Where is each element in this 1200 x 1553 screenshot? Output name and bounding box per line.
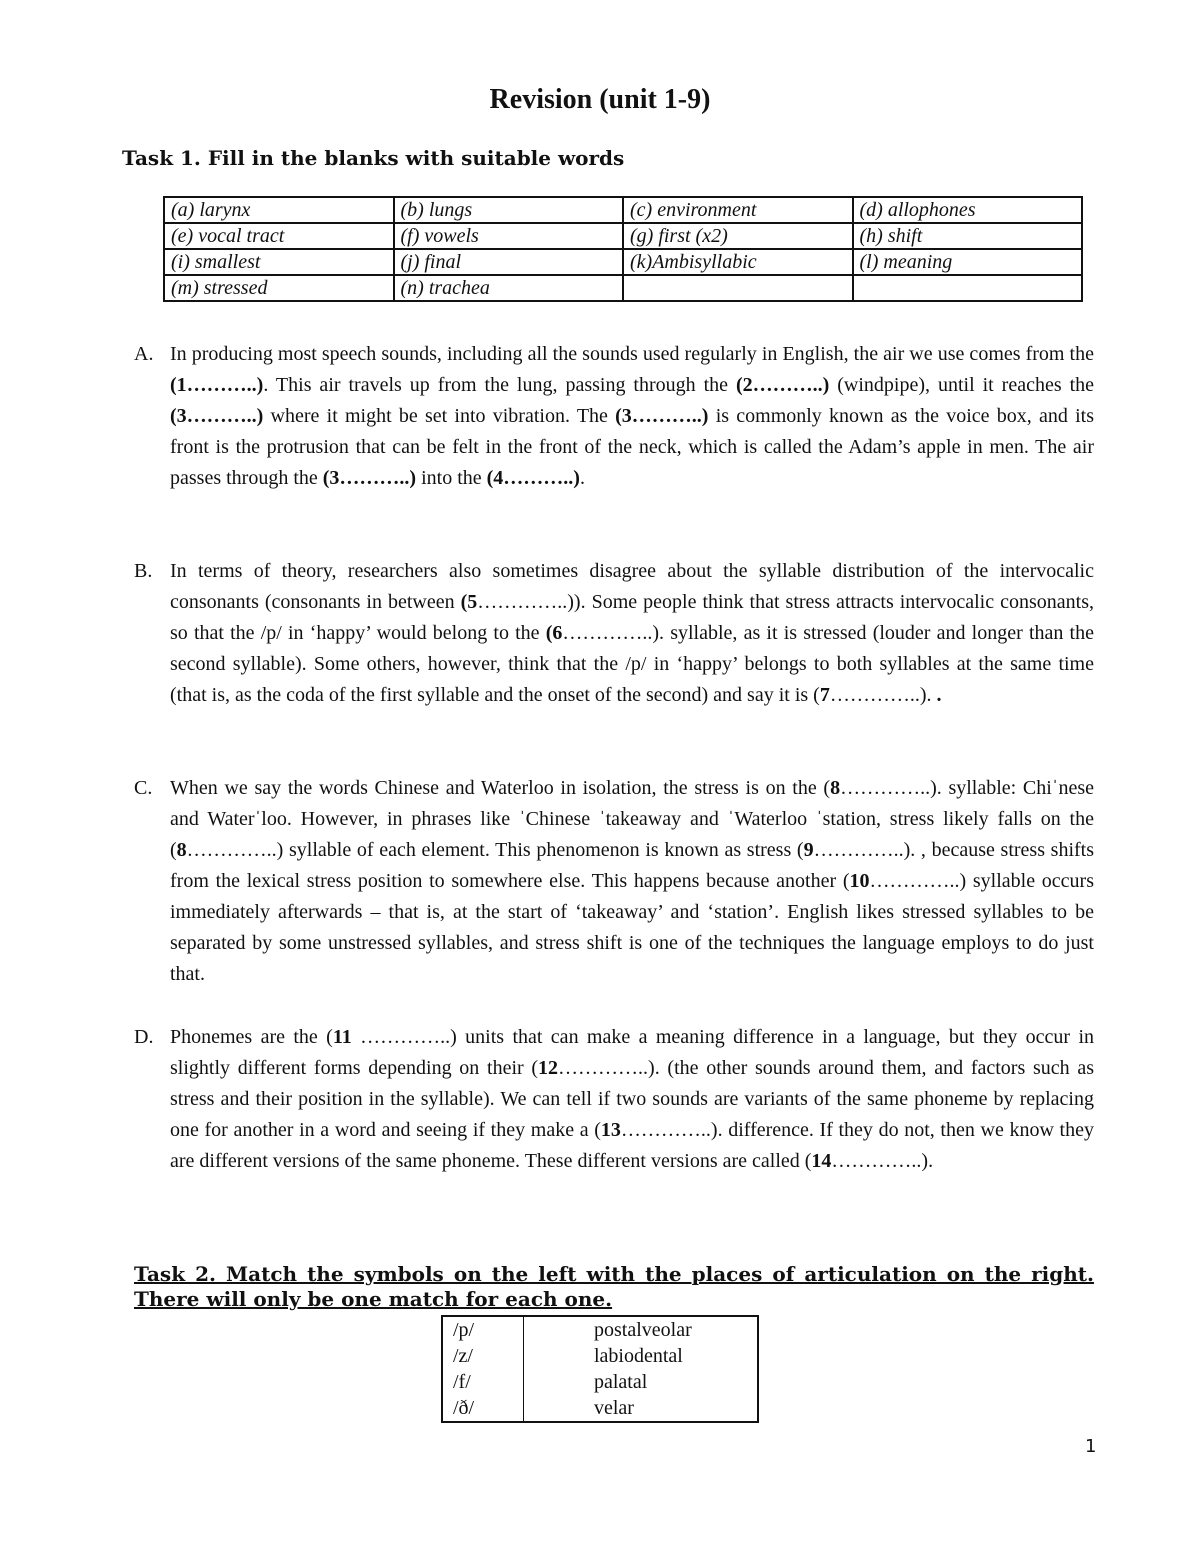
blank: 8 bbox=[830, 777, 841, 799]
blank: (3………..) bbox=[615, 405, 709, 427]
blank: (3………..) bbox=[322, 467, 417, 489]
blank: 13 bbox=[600, 1119, 621, 1141]
word-cell: (n) trachea bbox=[394, 275, 624, 301]
table-row bbox=[442, 1316, 758, 1343]
matching-table bbox=[441, 1315, 759, 1423]
word-cell: (k)Ambisyllabic bbox=[623, 249, 853, 275]
place-cell: postalveolar bbox=[594, 1319, 692, 1341]
place-cell: palatal bbox=[594, 1371, 648, 1393]
paragraph-letter: C. bbox=[134, 777, 153, 799]
word-cell: (l) meaning bbox=[853, 249, 1083, 275]
page-title: Revision (unit 1-9) bbox=[489, 84, 711, 115]
word-cell: (d) allophones bbox=[853, 197, 1083, 223]
blank: 7 bbox=[819, 684, 830, 706]
trailing-dot: . bbox=[936, 684, 942, 706]
word-cell: (g) first (x2) bbox=[623, 223, 853, 249]
place-cell: labiodental bbox=[594, 1345, 683, 1367]
symbol-cell: /ð/ bbox=[442, 1395, 524, 1422]
symbol-cell: /z/ bbox=[442, 1343, 524, 1369]
word-cell: (b) lungs bbox=[394, 197, 624, 223]
table-row bbox=[442, 1369, 758, 1395]
paragraph-d bbox=[134, 1022, 1094, 1177]
blank: (3………..) bbox=[170, 405, 264, 427]
table-row bbox=[164, 249, 1082, 275]
blank: 14 bbox=[811, 1150, 832, 1172]
blank: (4………..) bbox=[486, 467, 580, 489]
word-cell: (j) final bbox=[394, 249, 624, 275]
word-cell: (h) shift bbox=[853, 223, 1083, 249]
table-row bbox=[164, 223, 1082, 249]
word-cell bbox=[623, 275, 853, 301]
word-cell: (a) larynx bbox=[164, 197, 394, 223]
paragraph-b bbox=[134, 556, 1094, 711]
blank: 8 bbox=[176, 839, 187, 861]
task2-heading: Task 2. Match the symbols on the left with the places of articulation on the right. There will only be one match for each one. bbox=[134, 1262, 1094, 1311]
word-cell: (e) vocal tract bbox=[164, 223, 394, 249]
paragraph-body: In terms of theory, researchers also sometimes disagree about the syllable distribution of the intervocalic consonants (consonants in between (5…………..)). Some people think that stress attracts intervocalic consonants, so that the /p/ in ‘happy’ would belong to the (6…………..). syllable, as it is stressed (louder and longer than the second syllable). Some others, however, think that the /p/ in ‘happy’ belongs to both syllables at the same time (that is, as the coda of the first syllable and the onset of the second) and say it is (7…………..). . bbox=[170, 560, 1094, 706]
page-number: 1 bbox=[1085, 1436, 1097, 1457]
word-cell: (m) stressed bbox=[164, 275, 394, 301]
table-row bbox=[164, 197, 1082, 223]
paragraph-body: Phonemes are the (11 …………..) units that can make a meaning difference in a language, but they occur in slightly different forms depending on their (12…………..). (the other sounds around them, and factors such as stress and their position in the syllable). We can tell if two sounds are variants of the same phoneme by replacing one for another in a word and seeing if they make a (13…………..). difference. If they do not, then we know they are different versions of the same phoneme. These different versions are called (14…………..). bbox=[170, 1026, 1094, 1172]
paragraph-letter: B. bbox=[134, 560, 153, 582]
blank: 9 bbox=[803, 839, 814, 861]
paragraph-a bbox=[134, 339, 1094, 494]
paragraph-body: When we say the words Chinese and Waterloo in isolation, the stress is on the (8…………..). syllable: Chiˈnese and Waterˈloo. However, in phrases like ˈChinese ˈtakeaway and ˈWaterloo ˈstation, stress likely falls on the (8…………..) syllable of each element. This phenomenon is known as stress (9…………..). , because stress shifts from the lexical stress position to somewhere else. This happens because another (10…………..) syllable occurs immediately afterwards – that is, at the start of ‘takeaway’ and ‘station’. English likes stressed syllables to be separated by some unstressed syllables, and stress shift is one of the techniques the language employs to do just that. bbox=[170, 777, 1094, 985]
symbol-cell: /p/ bbox=[442, 1316, 524, 1343]
word-cell: (c) environment bbox=[623, 197, 853, 223]
paragraph-c bbox=[134, 773, 1094, 990]
blank: 12 bbox=[538, 1057, 559, 1079]
blank: (6 bbox=[545, 622, 563, 644]
paragraph-body: In producing most speech sounds, including all the sounds used regularly in English, the air we use comes from the (1………..). This air travels up from the lung, passing through the (2………..) (windpipe), until it reaches the (3………..) where it might be set into vibration. The (3………..) is commonly known as the voice box, and its front is the protrusion that can be felt in the front of the neck, which is called the Adam’s apple in men. The air passes through the (3………..) into the (4………..). bbox=[170, 343, 1094, 489]
word-cell: (f) vowels bbox=[394, 223, 624, 249]
blank: (5 bbox=[460, 591, 478, 613]
place-cell: velar bbox=[594, 1397, 634, 1419]
word-cell: (i) smallest bbox=[164, 249, 394, 275]
paragraph-letter: D. bbox=[134, 1026, 154, 1048]
table-row bbox=[164, 275, 1082, 301]
blank: (1………..) bbox=[170, 374, 264, 396]
blank: 11 bbox=[332, 1026, 352, 1048]
word-bank-table bbox=[163, 196, 1083, 302]
table-row bbox=[442, 1395, 758, 1422]
word-cell bbox=[853, 275, 1083, 301]
blank: (2………..) bbox=[735, 374, 830, 396]
table-row bbox=[442, 1343, 758, 1369]
blank: 10 bbox=[849, 870, 870, 892]
symbol-cell: /f/ bbox=[442, 1369, 524, 1395]
task1-heading: Task 1. Fill in the blanks with suitable words bbox=[122, 146, 625, 170]
paragraph-letter: A. bbox=[134, 343, 154, 365]
